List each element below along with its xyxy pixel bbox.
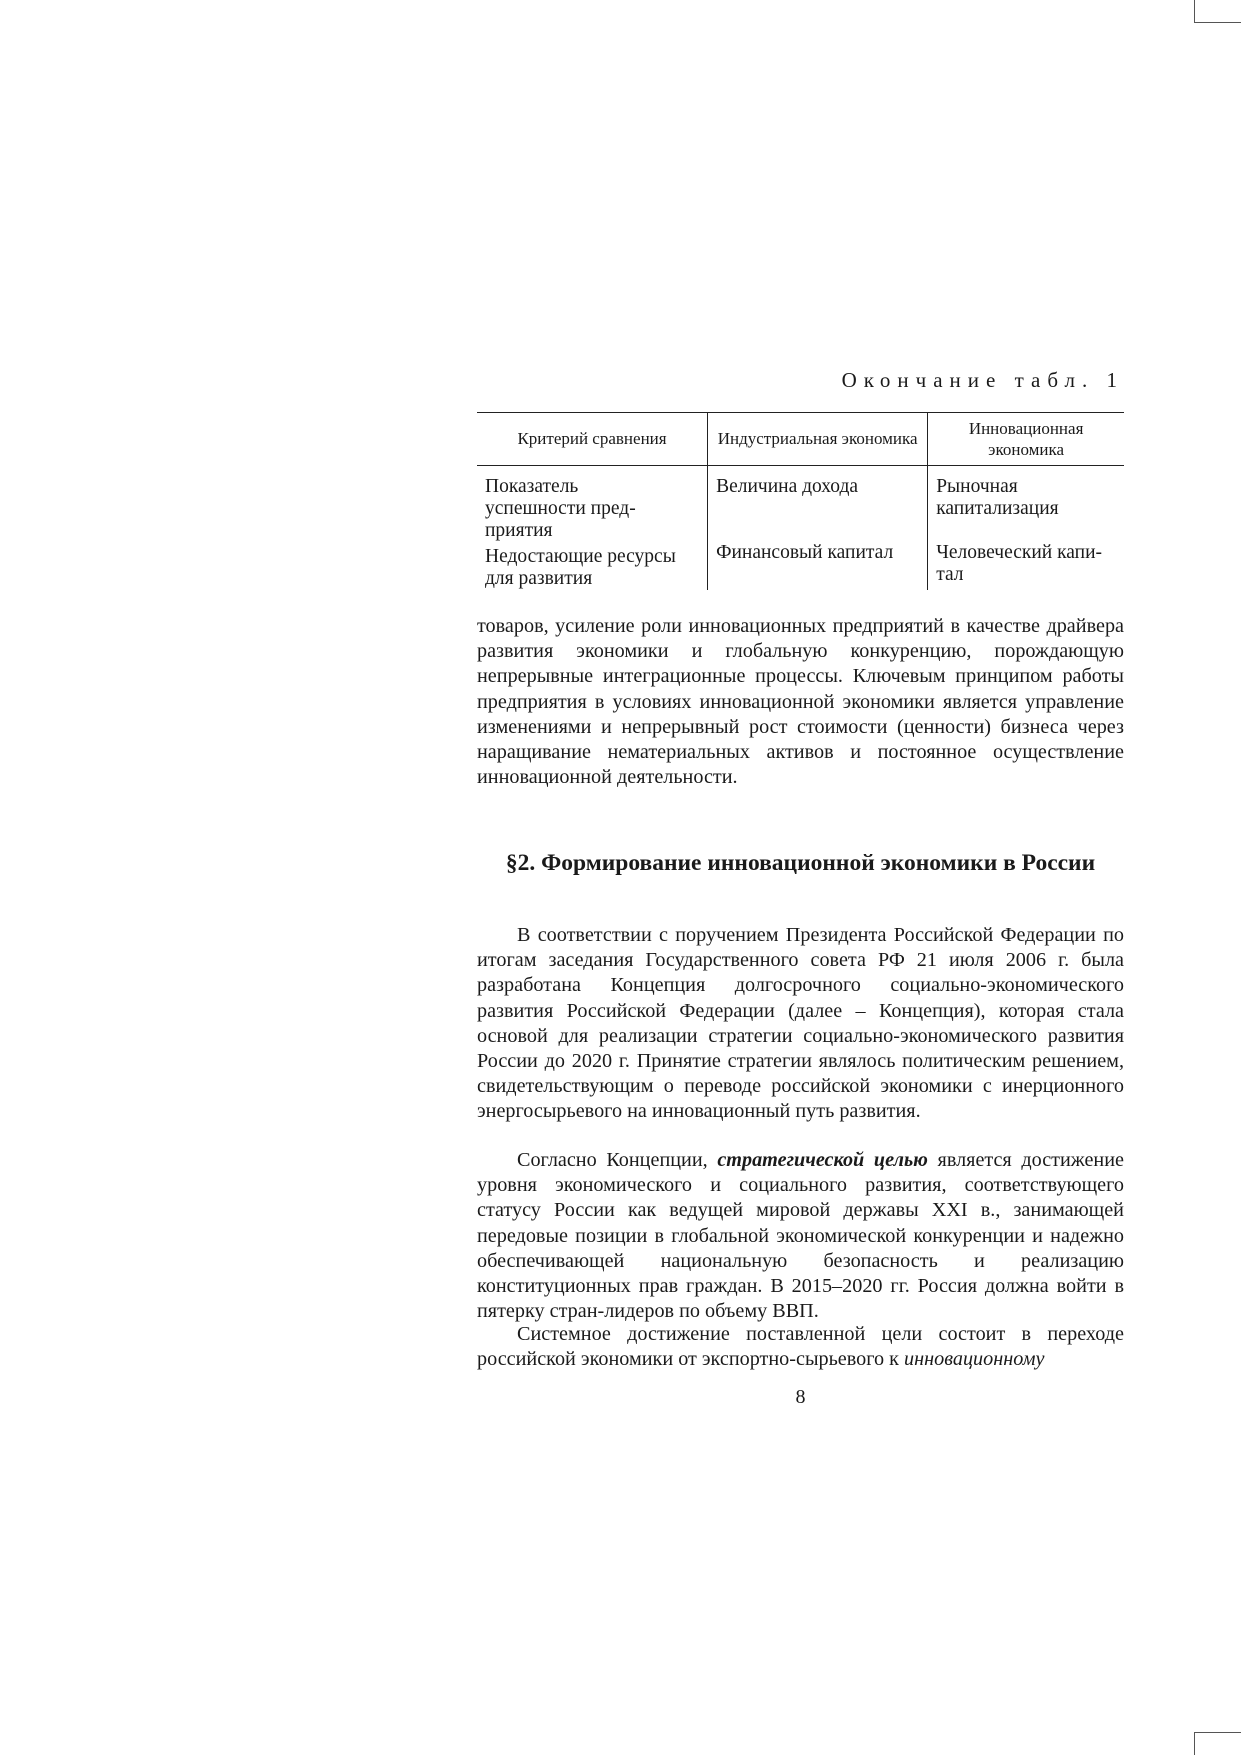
crop-mark xyxy=(1194,1732,1241,1733)
comparison-table xyxy=(477,412,1124,590)
table-cell: Показатель успешности предприятия xyxy=(485,476,636,541)
crop-mark xyxy=(1194,22,1241,23)
table-cell: Финансовый капитал xyxy=(708,542,928,590)
paragraph-text: Системное достижение поставленной цели состоит в переходе российской экономики от экспортно-сырьевого к xyxy=(477,1323,1124,1371)
table-row xyxy=(477,466,1124,543)
body-paragraph: В соответствии с поручением Президента Российской Федерации по итогам заседания Государственного совета РФ 21 июля 2006 г. была разработана Концепция долгосрочного социально-экономического развития Российской Федерации (далее – Концепция), которая стала основой для реализации стратегии социально-экономического развития России до 2020 г. Принятие стратегии являлось политическим решением, свидетельствующим о переводе российской экономики с инерционного энергосырьевого на инновационный путь развития. xyxy=(477,924,1124,1123)
table-header-cell: Инновационная экономика xyxy=(928,413,1124,466)
emphasis-text: инновационному xyxy=(904,1348,1045,1371)
body-paragraph xyxy=(477,1148,1124,1324)
paragraph-text: Согласно Концепции, xyxy=(517,1149,718,1171)
table-row xyxy=(477,542,1124,590)
emphasis-text: стратегической целью xyxy=(717,1149,928,1171)
body-paragraph xyxy=(477,1322,1124,1372)
table-cell: Величина дохода xyxy=(708,466,928,543)
body-paragraph: товаров, усиление роли инновационных предприятий в качестве драйвера развития экономики и глобальную конкуренцию, порождающую непрерывные интеграционные процессы. Ключевым принципом работы предприятия в условиях инновационной экономики является управление изменениями и непрерывный рост стоимости (ценности) бизнеса через наращивание нематериальных активов и постоянное осуществление инновационной деятельности. xyxy=(477,615,1124,789)
table-cell: Недостающие ресурсы для развития xyxy=(485,546,676,589)
table-cell: Рыночная капитализация xyxy=(928,466,1124,543)
crop-mark xyxy=(1194,1732,1195,1755)
table-caption: Окончание табл. 1 xyxy=(841,368,1124,392)
table-header-cell: Индустриальная экономика xyxy=(708,413,928,466)
table-header-row xyxy=(477,413,1124,466)
section-heading: §2. Формирование инновационной экономики в России xyxy=(505,850,1096,876)
crop-mark xyxy=(1194,0,1195,22)
paragraph-text: является достижение уровня экономического и социального развития, соответствующего статусу России как ведущей мировой державы XXI в., занимающей передовые позиции в глобальной экономической конкуренции и надежно обеспечивающей национальную безопасность и реализацию конституционных прав граждан. В 2015–2020 гг. Россия должна войти в пятерку стран-лидеров по объему ВВП. xyxy=(477,1149,1125,1323)
table-header-cell: Критерий сравнения xyxy=(477,413,708,466)
table-cell: Человеческий капитал xyxy=(928,542,1124,590)
page-number: 8 xyxy=(795,1386,806,1408)
